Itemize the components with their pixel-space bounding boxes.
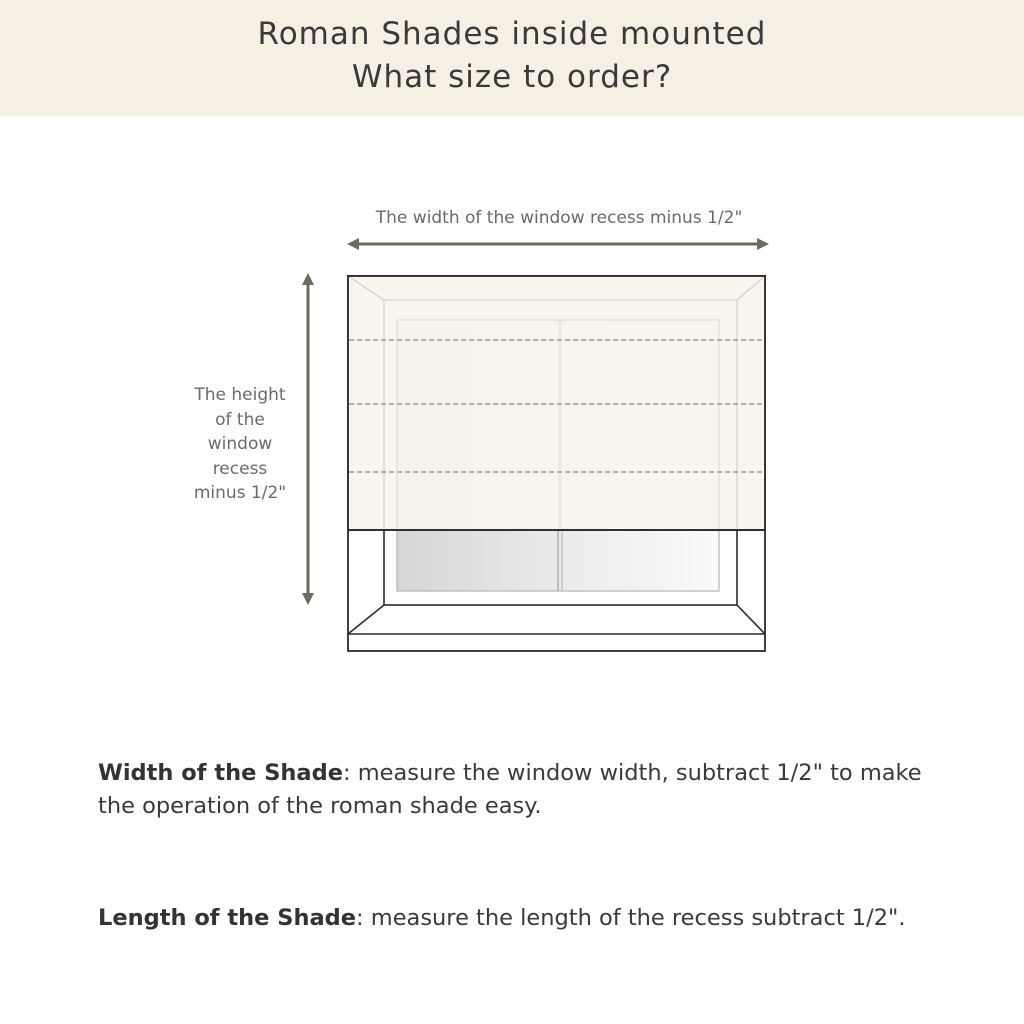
height-label-line: window — [207, 434, 273, 454]
length-instruction-text: : measure the length of the recess subtract 1/2". — [356, 905, 906, 931]
height-label-line: The height — [194, 385, 286, 405]
page-title: Roman Shades inside mounted — [257, 16, 767, 52]
width-dimension-arrow — [347, 238, 769, 250]
length-instruction — [98, 902, 958, 935]
height-label-line: recess — [212, 458, 268, 479]
length-instruction-term: Length of the Shade — [98, 905, 357, 931]
width-instruction-text: : measure the window width, subtract 1/2" to make the operation of the roman shade easy. — [98, 760, 922, 819]
width-instruction — [98, 757, 958, 823]
roman-shade — [348, 276, 765, 530]
width-dimension-label: The width of the window recess minus 1/2" — [375, 208, 743, 228]
width-instruction-term: Width of the Shade — [98, 760, 343, 786]
page-subtitle: What size to order? — [351, 59, 673, 95]
height-label-line: of the — [215, 409, 265, 430]
height-dimension-label — [176, 383, 304, 506]
height-label-line: minus 1/2" — [193, 483, 287, 503]
